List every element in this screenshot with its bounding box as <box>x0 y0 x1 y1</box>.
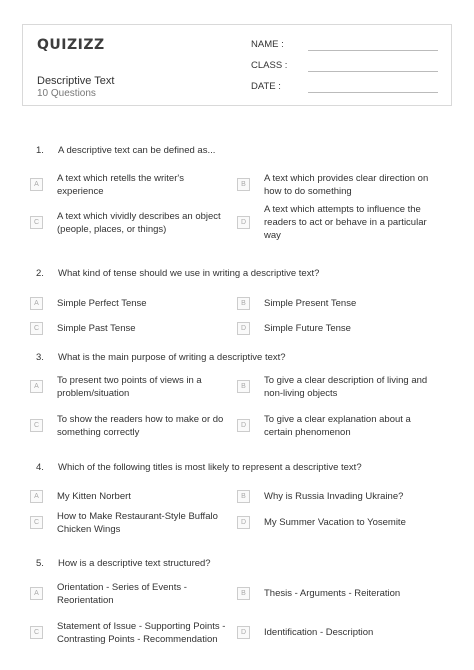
option-letter-box[interactable]: D <box>237 322 250 335</box>
option-letter-box[interactable]: C <box>30 419 43 432</box>
option-text-line: To give a clear explanation about a <box>264 413 411 425</box>
option-letter-box[interactable]: C <box>30 516 43 529</box>
question-number: 5. <box>36 558 44 569</box>
option-text <box>264 297 356 310</box>
option-letter-box[interactable]: A <box>30 178 43 191</box>
question-number: 3. <box>36 352 44 363</box>
option-letter-box[interactable]: A <box>30 490 43 503</box>
option-text <box>57 620 225 646</box>
question-number: 4. <box>36 462 44 473</box>
question-number: 2. <box>36 268 44 279</box>
option-text-line: how to do something <box>264 185 352 197</box>
option-text-line: Contrasting Points - Recommendation <box>57 633 218 645</box>
option-text-line: way <box>264 230 281 241</box>
date-line <box>308 92 438 93</box>
option-text-line: My Kitten Norbert <box>57 491 131 502</box>
question-text: What kind of tense should we use in writing a descriptive text? <box>58 268 320 279</box>
option-text <box>264 374 427 400</box>
option-text-line: To show the readers how to make or do <box>57 413 224 425</box>
option-text-line: Identification - Description <box>264 627 374 638</box>
option-letter-box[interactable]: A <box>30 380 43 393</box>
option-text <box>57 490 131 503</box>
option-text-line: certain phenomenon <box>264 426 351 438</box>
option-text-line: non-living objects <box>264 387 338 399</box>
option-letter-box[interactable]: B <box>237 380 250 393</box>
option-text-line: Simple Future Tense <box>264 323 351 334</box>
option-text-line: something correctly <box>57 426 140 438</box>
date-label: DATE : <box>251 81 281 92</box>
option-text <box>57 413 223 439</box>
option-letter-box[interactable]: B <box>237 587 250 600</box>
option-text-line: To give a clear description of living and <box>264 374 428 386</box>
option-text <box>57 172 184 198</box>
option-text-line: To present two points of views in a <box>57 374 202 386</box>
option-text <box>57 322 136 335</box>
option-text <box>264 490 403 503</box>
option-text <box>264 172 428 198</box>
option-text-line: Chicken Wings <box>57 523 121 535</box>
option-letter-box[interactable]: D <box>237 626 250 639</box>
option-text <box>57 581 187 607</box>
option-text-line: (people, places, or things) <box>57 223 167 235</box>
option-text <box>57 510 218 536</box>
quizizz-logo: QUIZIZZ <box>37 37 105 53</box>
option-letter-box[interactable]: C <box>30 322 43 335</box>
option-letter-box[interactable]: A <box>30 297 43 310</box>
option-text-line: How to Make Restaurant-Style Buffalo <box>57 510 218 522</box>
option-text <box>264 203 427 242</box>
worksheet-title: Descriptive Text <box>37 75 115 87</box>
option-text-line: problem/situation <box>57 387 130 399</box>
option-letter-box[interactable]: D <box>237 419 250 432</box>
question-text: A descriptive text can be defined as... <box>58 145 216 156</box>
option-text <box>264 626 373 639</box>
option-text-line: experience <box>57 185 104 197</box>
option-letter-box[interactable]: B <box>237 490 250 503</box>
option-text <box>264 413 411 439</box>
class-field[interactable] <box>251 60 287 71</box>
date-field[interactable] <box>251 81 281 92</box>
option-text-line: Thesis - Arguments - Reiteration <box>264 588 401 599</box>
option-letter-box[interactable]: D <box>237 516 250 529</box>
option-letter-box[interactable]: A <box>30 587 43 600</box>
question-number: 1. <box>36 145 44 156</box>
option-letter-box[interactable]: C <box>30 626 43 639</box>
option-letter-box[interactable]: D <box>237 216 250 229</box>
name-label: NAME : <box>251 39 284 50</box>
option-text-line: Statement of Issue - Supporting Points - <box>57 620 226 632</box>
option-letter-box[interactable]: C <box>30 216 43 229</box>
question-text: What is the main purpose of writing a descriptive text? <box>58 352 286 363</box>
question-text: How is a descriptive text structured? <box>58 558 211 569</box>
option-text-line: A text which provides clear direction on <box>264 172 429 184</box>
option-text <box>264 587 400 600</box>
option-text-line: A text which vividly describes an object <box>57 210 221 222</box>
option-text-line: Simple Past Tense <box>57 323 136 334</box>
option-text <box>264 516 406 529</box>
name-line <box>308 50 438 51</box>
option-text-line: Orientation - Series of Events - <box>57 581 187 593</box>
option-text-line: Simple Perfect Tense <box>57 298 147 309</box>
name-field[interactable] <box>251 39 284 50</box>
option-text-line: Simple Present Tense <box>264 298 357 309</box>
option-text-line: My Summer Vacation to Yosemite <box>264 517 406 528</box>
option-text-line: Reorientation <box>57 594 114 606</box>
option-text-line: readers to act or behave in a particular <box>264 217 427 228</box>
option-text <box>264 322 351 335</box>
option-text-line: A text which attempts to influence the <box>264 204 421 215</box>
option-text-line: A text which retells the writer's <box>57 172 184 184</box>
class-label: CLASS : <box>251 60 288 71</box>
worksheet-header <box>22 24 452 106</box>
class-line <box>308 71 438 72</box>
option-text <box>57 210 221 236</box>
option-letter-box[interactable]: B <box>237 297 250 310</box>
question-text: Which of the following titles is most likely to represent a descriptive text? <box>58 462 362 473</box>
question-count: 10 Questions <box>37 88 96 99</box>
option-text-line: Why is Russia Invading Ukraine? <box>264 491 404 502</box>
option-text <box>57 374 202 400</box>
option-letter-box[interactable]: B <box>237 178 250 191</box>
option-text <box>57 297 147 310</box>
